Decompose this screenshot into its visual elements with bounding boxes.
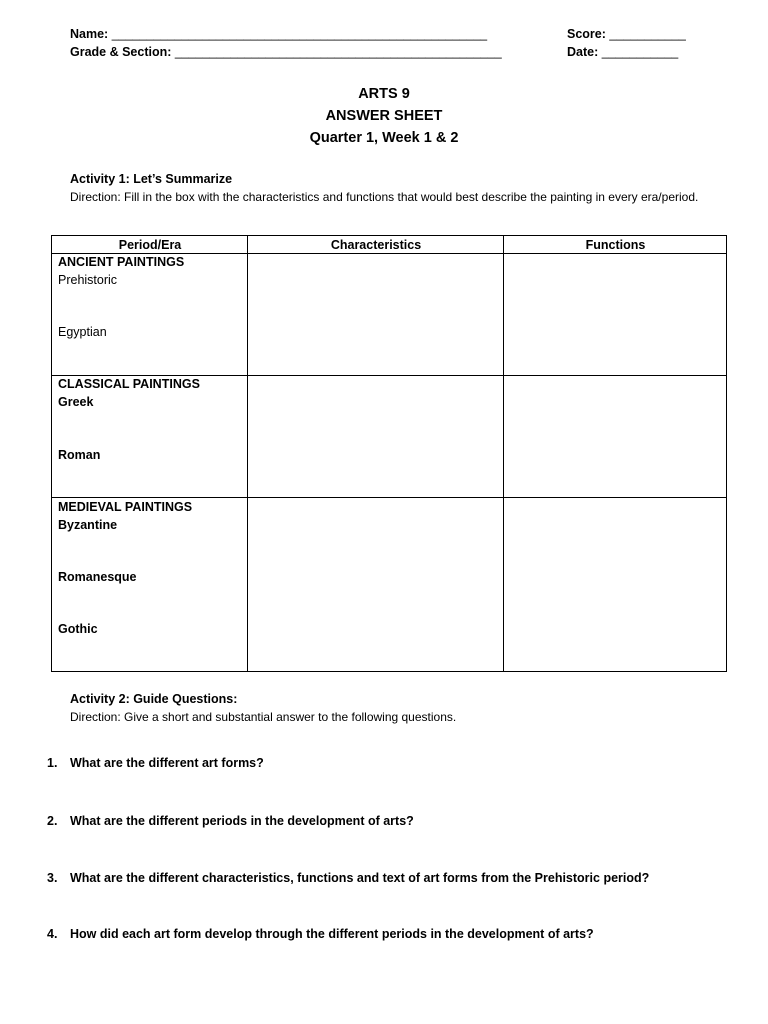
group-title-classical: CLASSICAL PAINTINGS <box>58 377 200 391</box>
medieval-characteristics-cell[interactable] <box>249 499 502 670</box>
period-prehistoric: Prehistoric <box>58 273 118 287</box>
activity2-heading: Activity 2: Guide Questions: <box>70 692 238 706</box>
period-romanesque: Romanesque <box>58 570 137 584</box>
name-line[interactable]: ______________________________________________________ <box>111 27 488 41</box>
period-roman: Roman <box>58 448 101 462</box>
classical-functions-cell[interactable] <box>505 377 726 496</box>
question-number: 3. <box>47 871 58 885</box>
question-text: What are the different characteristics, functions and text of art forms from the Prehistoric period? <box>70 871 650 885</box>
group-title-ancient: ANCIENT PAINTINGS <box>58 255 185 269</box>
grade-section-label: Grade & Section: <box>70 45 172 59</box>
name-field[interactable] <box>70 27 487 41</box>
column-divider <box>503 235 504 672</box>
name-label: Name: <box>70 27 109 41</box>
question-text: How did each art form develop through the different periods in the development of arts? <box>70 927 594 941</box>
question-text: What are the different periods in the development of arts? <box>70 814 414 828</box>
ancient-characteristics-cell[interactable] <box>249 255 502 374</box>
activity1-direction: Direction: Fill in the box with the characteristics and functions that would best describe the painting in every era/period. <box>70 190 699 204</box>
classical-characteristics-cell[interactable] <box>249 377 502 496</box>
period-greek: Greek <box>58 395 94 409</box>
date-label: Date: <box>567 45 599 59</box>
column-header-functions: Functions <box>585 238 646 252</box>
group-title-medieval: MEDIEVAL PAINTINGS <box>58 500 193 514</box>
subject-title: ARTS 9 <box>358 86 410 102</box>
score-line[interactable]: ___________ <box>609 27 686 41</box>
column-header-period: Period/Era <box>118 238 182 252</box>
period-egyptian: Egyptian <box>58 325 107 339</box>
sheet-title: ANSWER SHEET <box>325 108 443 124</box>
period-gothic: Gothic <box>58 622 98 636</box>
column-divider <box>247 235 248 672</box>
column-header-characteristics: Characteristics <box>330 238 422 252</box>
score-label: Score: <box>567 27 606 41</box>
question-number: 2. <box>47 814 58 828</box>
medieval-functions-cell[interactable] <box>505 499 726 670</box>
activity1-heading: Activity 1: Let’s Summarize <box>70 172 233 186</box>
date-field[interactable] <box>567 45 678 59</box>
table-border-bottom <box>51 671 727 672</box>
grade-section-field[interactable] <box>70 45 502 59</box>
table-border-left <box>51 235 52 672</box>
row-divider <box>51 497 727 498</box>
question-number: 1. <box>47 756 58 770</box>
period-byzantine: Byzantine <box>58 518 118 532</box>
row-divider <box>51 375 727 376</box>
score-field[interactable] <box>567 27 686 41</box>
date-line[interactable]: ___________ <box>601 45 679 59</box>
question-number: 4. <box>47 927 58 941</box>
quarter-title: Quarter 1, Week 1 & 2 <box>309 130 459 146</box>
activity2-direction: Direction: Give a short and substantial answer to the following questions. <box>70 710 457 724</box>
grade-section-line[interactable]: _______________________________________________ <box>174 45 502 59</box>
table-border-right <box>726 235 727 672</box>
ancient-functions-cell[interactable] <box>505 255 726 374</box>
question-text: What are the different art forms? <box>70 756 264 770</box>
